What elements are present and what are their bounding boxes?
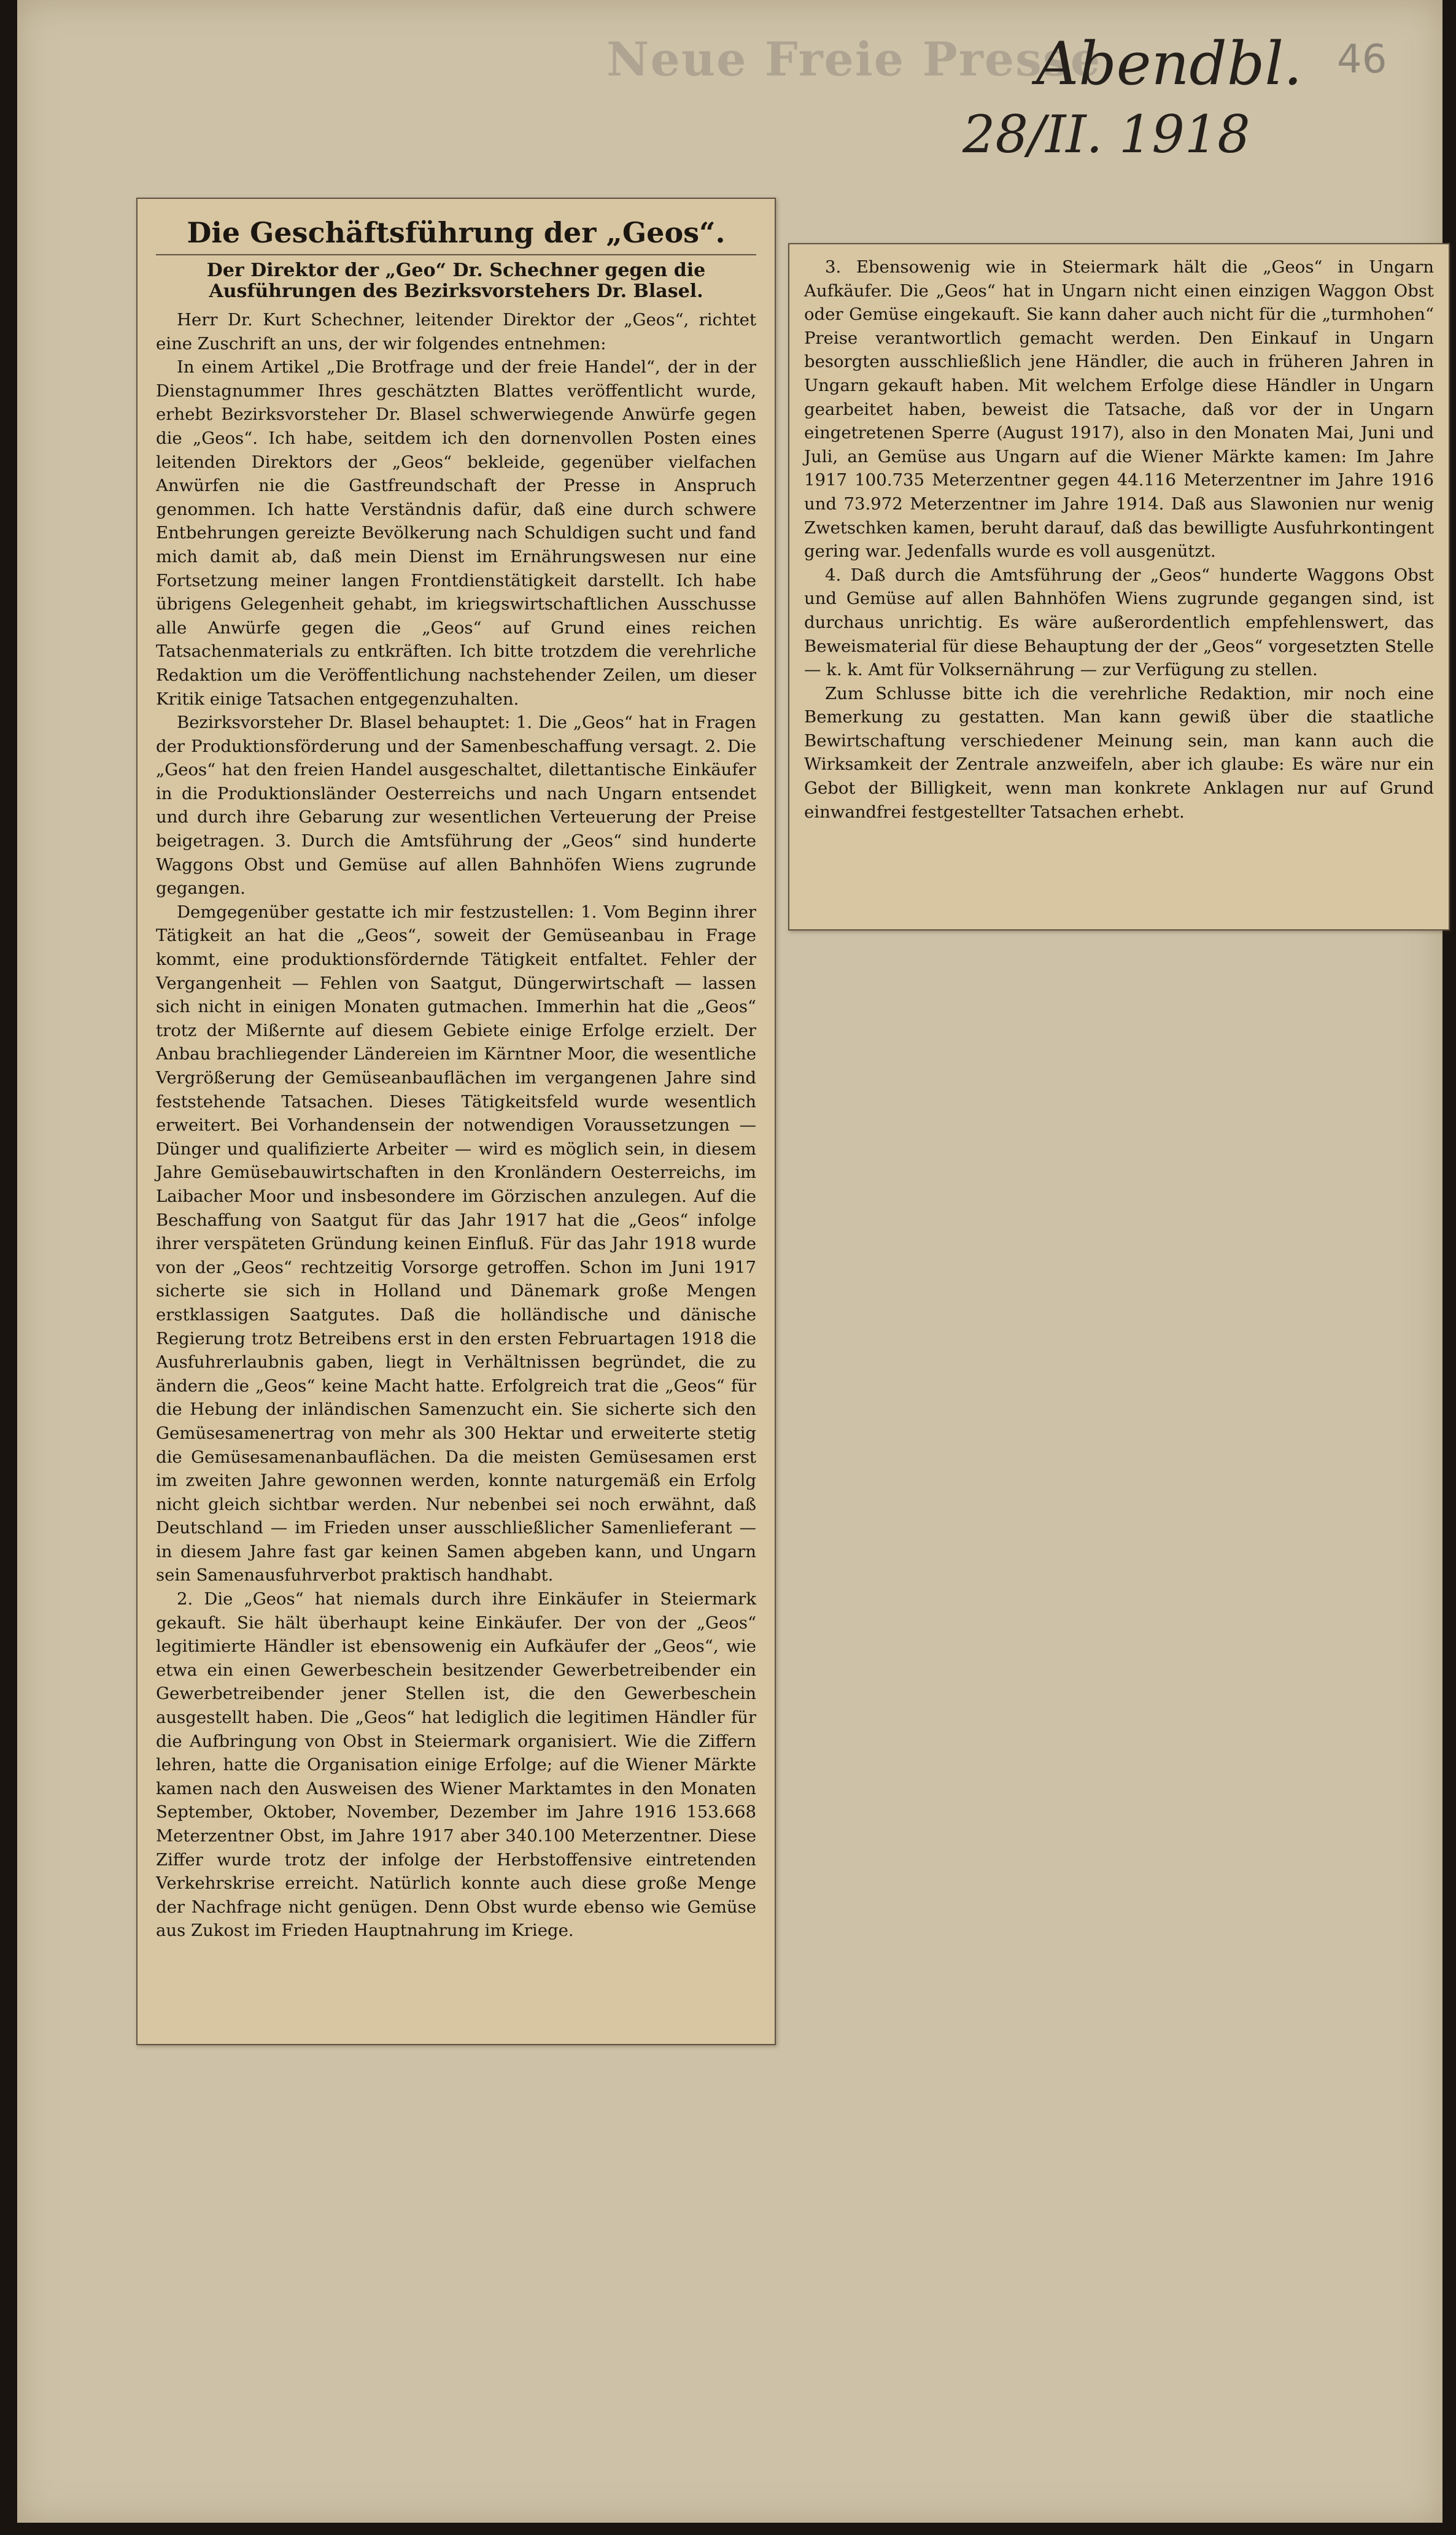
newspaper-stamp: Neue Freie Presse: [606, 32, 1102, 87]
handwritten-edition: Abendbl.: [1036, 29, 1303, 98]
clipping-right-column: [788, 243, 1450, 931]
paragraph: In einem Artikel „Die Brotfrage und der freie Handel“, der in der Dienstagnummer Ihres geschätzten Blattes veröffentlicht wurde, erhebt Bezirksvorsteher Dr. Blasel schwerwiegende Anwürfe gegen die „Geos“. Ich habe, seitdem ich den dornenvollen Posten eines leitenden Direktors der „Geos“ bekleide, gegenüber vielfachen Anwürfen nie die Gastfreundschaft der Presse in Anspruch genommen. Ich hatte Verständnis dafür, daß eine durch schwere Entbehrungen gereizte Bevölkerung nach Schuldigen sucht und fand mich damit ab, daß mein Dienst im Ernährungswesen nur eine Fortsetzung meiner langen Frontdienstätigkeit darstellt. Ich habe übrigens Gelegenheit gehabt, im kriegswirtschaftlichen Ausschusse alle Anwürfe gegen die „Geos“ auf Grund eines reichen Tatsachenmaterials zu entkräften. Ich bitte trotzdem die verehrliche Redaktion um die Veröffentlichung nachstehender Zeilen, um dieser Kritik einige Tatsachen entgegenzuhalten.: [156, 357, 756, 709]
left-column-body: [156, 308, 756, 1943]
paragraph: Demgegenüber gestatte ich mir festzustellen: 1. Vom Beginn ihrer Tätigkeit an hat die „Geos“, soweit der Gemüseanbau in Frage kommt, eine produktionsfördernde Tätigkeit entfaltet. Fehler der Vergangenheit — Fehlen von Saatgut, Düngerwirtschaft — lassen sich nicht in einigen Monaten gutmachen. Immerhin hat die „Geos“ trotz der Mißernte auf diesem Gebiete einige Erfolge erzielt. Der Anbau brachliegender Ländereien im Kärntner Moor, die wesentliche Vergrößerung der Gemüseanbauflächen im vergangenen Jahre sind feststehende Tatsachen. Dieses Tätigkeitsfeld wurde wesentlich erweitert. Bei Vorhandensein der notwendigen Voraussetzungen — Dünger und qualifizierte Arbeiter — wird es möglich sein, in diesem Jahre Gemüsebauwirtschaften in den Kronländern Oesterreichs, im Laibacher Moor und insbesondere im Görzischen anzulegen. Auf die Beschaffung von Saatgut für das Jahr 1917 hat die „Geos“ infolge ihrer verspäteten Gründung keinen Einfluß. Für das Jahr 1918 wurde von der „Geos“ rechtzeitig Vorsorge getroffen. Schon im Juni 1917 sicherte sie sich in Holland und Dänemark große Mengen erstklassigen Saatgutes. Daß die holländische und dänische Regierung trotz Betreibens erst in den ersten Februartagen 1918 die Ausfuhrerlaubnis gaben, liegt in Verhältnissen begründet, die zu ändern die „Geos“ keine Macht hatte. Erfolgreich trat die „Geos“ für die Hebung der inländischen Samenzucht ein. Sie sicherte sich den Gemüsesamenertrag von mehr als 300 Hektar und erweiterte stetig die Gemüsesamenanbauflächen. Da die meisten Gemüsesamen erst im zweiten Jahre gewonnen werden, konnte naturgemäß ein Erfolg nicht gleich sichtbar werden. Nur nebenbei sei noch erwähnt, daß Deutschland — im Frieden unser ausschließlicher Samenlieferant — in diesem Jahre fast gar keinen Samen abgeben kann, und Ungarn sein Samenausfuhrverbot praktisch handhabt.: [156, 902, 756, 1585]
paragraph: 2. Die „Geos“ hat niemals durch ihre Einkäufer in Steiermark gekauft. Sie hält überhaupt keine Einkäufer. Der von der „Geos“ legitimierte Händler ist ebensowenig ein Aufkäufer der „Geos“, wie etwa ein einen Gewerbeschein besitzender Gewerbetreibender ein Gewerbetreibender jener Stellen ist, die den Gewerbeschein ausgestellt haben. Die „Geos“ hat lediglich die legitimen Händler für die Aufbringung von Obst in Steiermark organisiert. Wie die Ziffern lehren, hatte die Organisation einige Erfolge; auf die Wiener Märkte kamen nach den Ausweisen des Wiener Marktamtes in den Monaten September, Oktober, November, Dezember im Jahre 1916 153.668 Meterzentner Obst, im Jahre 1917 aber 340.100 Meterzentner. Diese Ziffer wurde trotz der infolge der Herbstoffensive eintretenden Verkehrskrise erreicht. Natürlich konnte auch diese große Menge der Nachfrage nicht genügen. Denn Obst wurde ebenso wie Gemüse aus Zukost im Frieden Hauptnahrung im Kriege.: [156, 1589, 756, 1941]
archive-sheet: [17, 0, 1442, 2523]
right-column-body: [804, 255, 1434, 824]
paragraph: 3. Ebensowenig wie in Steiermark hält die „Geos“ in Ungarn Aufkäufer. Die „Geos“ hat in Ungarn nicht einen einzigen Waggon Obst oder Gemüse eingekauft. Sie kann daher auch nicht für die „turmhohen“ Preise verantwortlich gemacht werden. Den Einkauf in Ungarn besorgten ausschließlich jene Händler, die auch in früheren Jahren in Ungarn gekauft haben. Mit welchem Erfolge diese Händler in Ungarn gearbeitet haben, beweist die Tatsache, daß vor der in Ungarn eingetretenen Sperre (August 1917), also in den Monaten Mai, Juni und Juli, an Gemüse aus Ungarn auf die Wiener Märkte kamen: Im Jahre 1917 100.735 Meterzentner gegen 44.116 Meterzentner im Jahre 1916 und 73.972 Meterzentner im Jahre 1914. Daß aus Slawonien nur wenig Zwetschken kamen, beruht darauf, daß das bewilligte Ausfuhrkontingent gering war. Jedenfalls wurde es voll ausgenützt.: [804, 257, 1434, 562]
article-title: Die Geschäftsführung der „Geos“.: [156, 216, 756, 255]
archive-number: 46: [1337, 37, 1387, 82]
paragraph: Herr Dr. Kurt Schechner, leitender Direktor der „Geos“, richtet eine Zuschrift an uns, der wir folgendes entnehmen:: [156, 310, 756, 354]
paragraph: Zum Schlusse bitte ich die verehrliche Redaktion, mir noch eine Bemerkung zu gestatten. Man kann gewiß über die staatliche Bewirtschaftung verschiedener Meinung sein, man kann auch die Wirksamkeit der Zentrale anzweifeln, aber ich glaube: Es wäre nur ein Gebot der Billigkeit, wenn man konkrete Anklagen nur auf Grund einwandfrei festgestellter Tatsachen erhebt.: [804, 683, 1434, 822]
article-subtitle: Der Direktor der „Geo“ Dr. Schechner gegen die Ausführungen des Bezirksvorstehers Dr. Blasel.: [206, 260, 706, 302]
handwritten-date: 28/II. 1918: [962, 104, 1250, 164]
clipping-left-column: [136, 198, 776, 2045]
paragraph: Bezirksvorsteher Dr. Blasel behauptet: 1. Die „Geos“ hat in Fragen der Produktionsförderung und der Samenbeschaffung versagt. 2. Die „Geos“ hat den freien Handel ausgeschaltet, dilettantische Einkäufer in die Produktionsländer Oesterreichs und nach Ungarn entsendet und durch ihre Gebarung zur wesentlichen Verteuerung der Preise beigetragen. 3. Durch die Amtsführung der „Geos“ sind hunderte Waggons Obst und Gemüse auf allen Bahnhöfen Wiens zugrunde gegangen.: [156, 713, 756, 899]
paragraph: 4. Daß durch die Amtsführung der „Geos“ hunderte Waggons Obst und Gemüse auf allen Bahnhöfen Wiens zugrunde gegangen sind, ist durchaus unrichtig. Es wäre außerordentlich empfehlenswert, das Beweismaterial für diese Behauptung der der „Geos“ vorgesetzten Stelle — k. k. Amt für Volksernährung — zur Verfügung zu stellen.: [804, 565, 1434, 680]
